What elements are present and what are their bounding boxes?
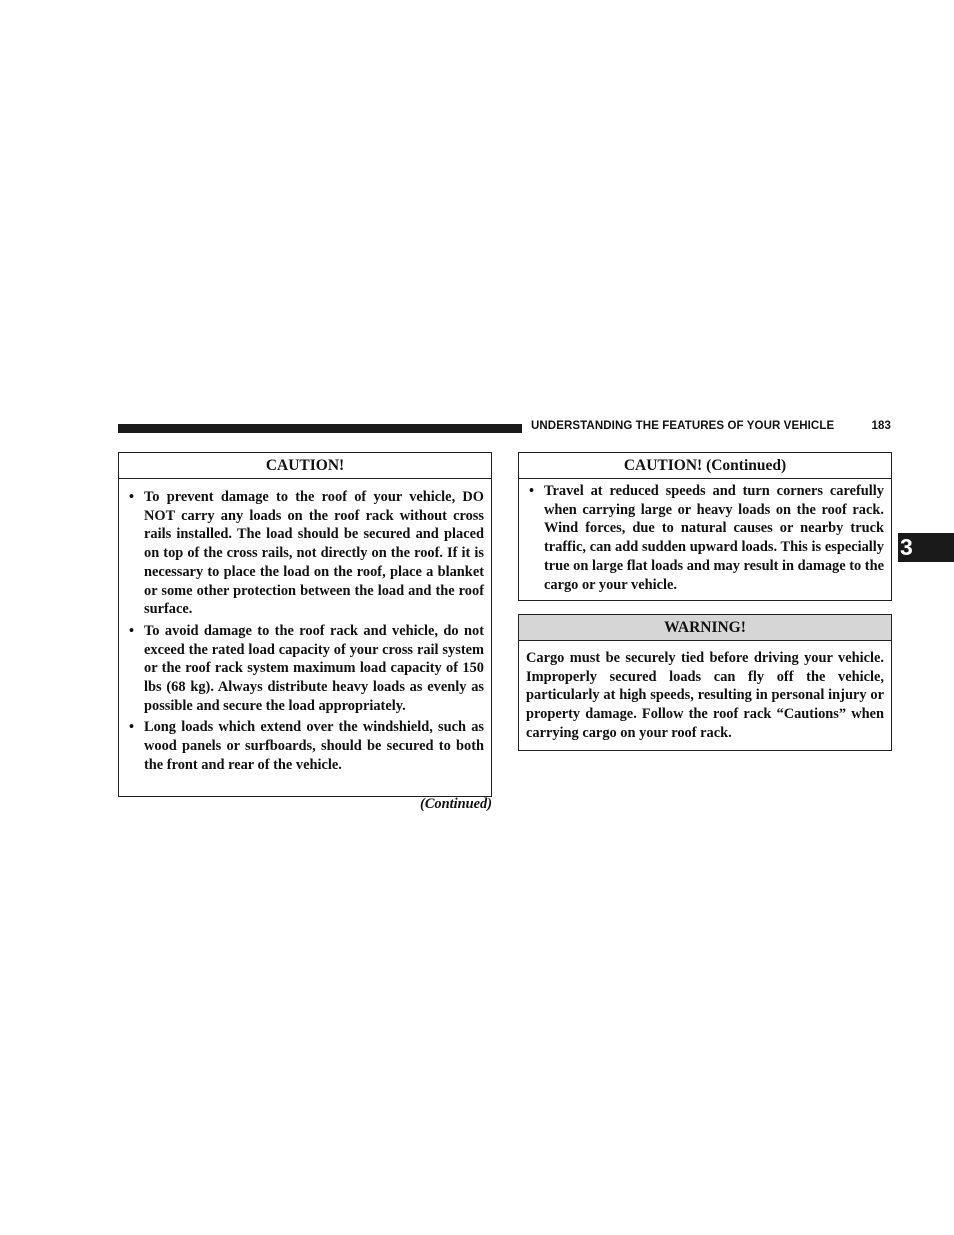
caution-list: [519, 479, 891, 605]
chapter-tab: 3: [898, 533, 954, 562]
bullet-icon: •: [529, 483, 535, 499]
warning-title: WARNING!: [519, 615, 891, 641]
bullet-icon: •: [129, 489, 135, 505]
bullet-icon: •: [129, 719, 135, 736]
list-item: • Long loads which extend over the windshield, such as wood panels or surfboards, should be secured to both the front and rear of the vehicle.: [129, 719, 484, 773]
caution-title: CAUTION!: [119, 453, 491, 479]
continued-label: (Continued): [420, 796, 492, 812]
caution-continued-title: CAUTION! (Continued): [519, 453, 891, 479]
caution-list: [119, 479, 491, 786]
warning-box: [518, 614, 892, 751]
list-item: • To prevent damage to the roof of your vehicle, DO NOT carry any loads on the roof rack without cross rails installed. The load should be secured and placed on top of the cross rails, not directly on the roof. If it is necessary to place the load on the roof, place a blanket or some other protection between the load and the roof surface.: [129, 489, 484, 618]
list-item: • Travel at reduced speeds and turn corners carefully when carrying large or heavy loads on the roof rack. Wind forces, due to natural causes or nearby truck traffic, can add sudden upward loads. This is especially true on large flat loads and may result in damage to the cargo or your vehicle.: [529, 483, 884, 593]
warning-text: Cargo must be securely tied before driving your vehicle. Improperly secured loads can fly off the vehicle, particularly at high speeds, resulting in personal injury or property damage. Follow the roof rack “Cautions” when carrying cargo on your roof rack.: [526, 650, 884, 741]
running-header: [531, 420, 891, 432]
page-number: 183: [871, 420, 891, 432]
section-title: UNDERSTANDING THE FEATURES OF YOUR VEHICLE: [531, 420, 835, 432]
caution-box-right: [518, 452, 892, 601]
bullet-icon: •: [129, 622, 135, 639]
header-rule: [118, 424, 522, 433]
list-item: • To avoid damage to the roof rack and vehicle, do not exceed the rated load capacity of your cross rail system or the roof rack system maximum load capacity of 150 lbs (68 kg). Always distribute heavy loads as evenly as possible and secure the load appropriately.: [129, 622, 484, 714]
caution-box-left: [118, 452, 492, 797]
